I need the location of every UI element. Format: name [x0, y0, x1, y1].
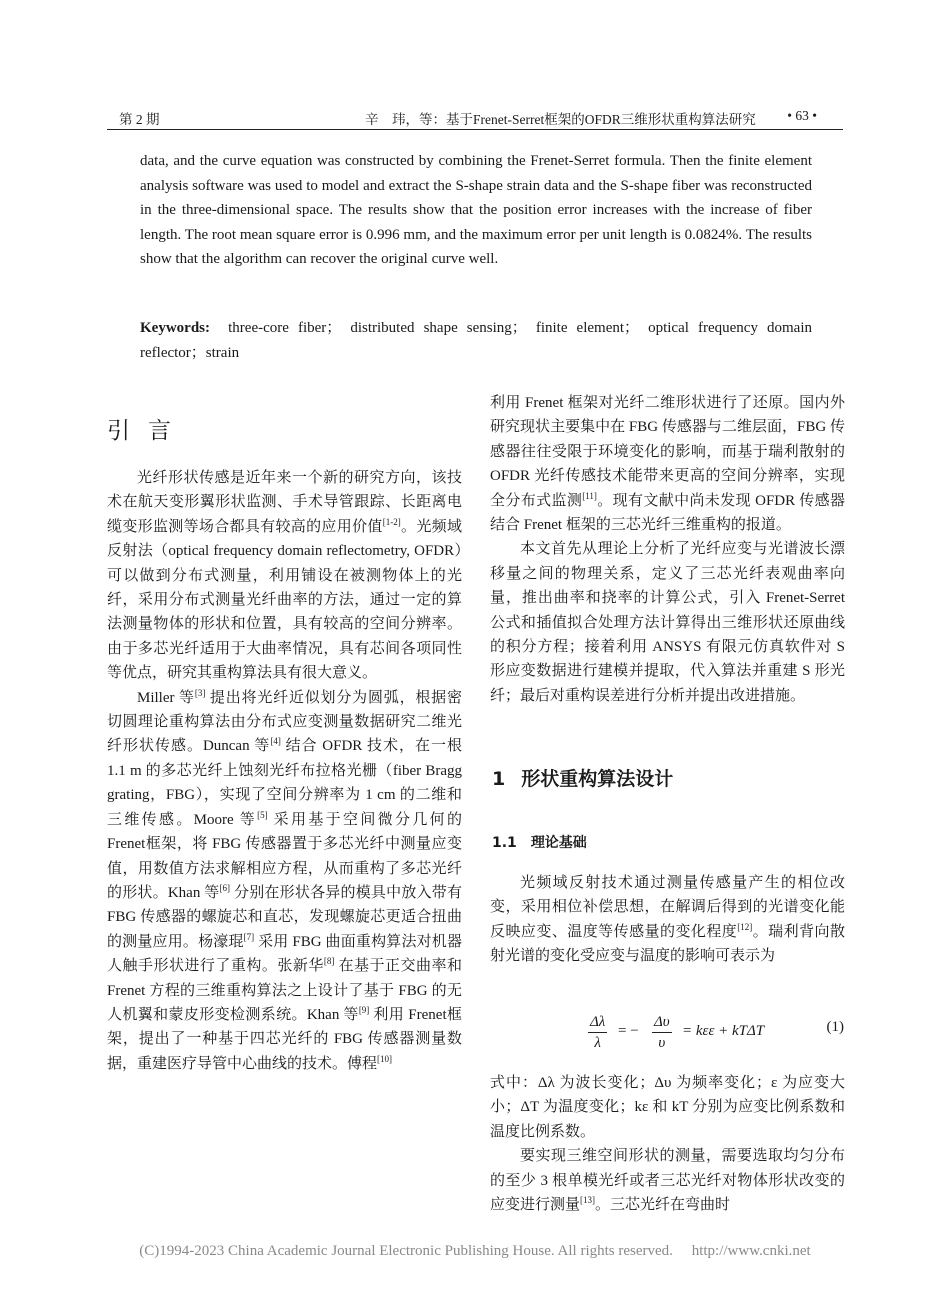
- intro-paragraph-2: Miller 等[3] 提出将光纤近似划分为圆弧，根据密切圆理论重构算法由分布式应变测量数据研究二维光纤形状传感。Duncan 等[4] 结合 OFDR 技术，在一根 1.1 m 的多芯光纤上蚀刻光纤布拉格光栅（fiber Bragg grating，FBG），实现了空间分辨率为 1 cm 的二维和三维传感。Moore 等[5] 采用基于空间微分几何的 Frenet框架，将 FBG 传感器置于多芯光纤中测量应变值，用数值方法求解相应方程，从而重构了多芯光纤的形状。Khan 等[6] 分别在形状各异的模具中放入带有 FBG 传感器的螺旋芯和直芯，发现螺旋芯更适合扭曲的测量应用。杨濠琨[7] 采用 FBG 曲面重构算法对机器人触手形状进行了重构。张新华[8] 在基于正交曲率和 Frenet 方程的三维重构算法之上设计了基于 FBG 的无人机翼和蒙皮形变检测系统。Khan 等[9] 利用 Frenet框架，提出了一种基于四芯光纤的 FBG 传感器测量数据，重建医疗导管中心曲线的技术。傅程[10]: [107, 687, 462, 1072]
- citation-12[interactable]: [12]: [737, 921, 753, 932]
- citation-3[interactable]: [3]: [194, 687, 206, 698]
- eq1-fraction-rhs: $\frac{\Delta\upsilon}{\upsilon}$: [654, 1014, 670, 1051]
- section-1-heading: 1 形状重构算法设计: [492, 768, 674, 790]
- keywords: [140, 316, 812, 366]
- citation-9[interactable]: [9]: [358, 1004, 370, 1015]
- equation-number: (1): [826, 1019, 844, 1035]
- intro-paragraph-3: 本文首先从理论上分析了光纤应变与光谱波长漂移量之间的物理关系，定义了三芯光纤表观曲率向量，推出曲率和挠率的计算公式，引入 Frenet-Serret 公式和插值拟合处理方法计算得出三维形状还原曲线的积分方程；接着利用 ANSYS 有限元仿真软件对 S 形应变数据进行建模并提取，代入算法并重建 S 形光纤；最后对重构误差进行分析并提出改进措施。: [490, 541, 845, 704]
- keywords-label: Keywords:: [140, 320, 210, 336]
- right-column-top: [490, 391, 845, 708]
- running-title: 辛 玮，等：基于Frenet-Serret框架的OFDR三维形状重构算法研究: [365, 112, 756, 127]
- issue-number: 第 2 期: [119, 112, 160, 127]
- subsection-1-1-heading: 1.1 理论基础: [492, 835, 587, 851]
- section-1-1-text-b: [490, 1071, 845, 1217]
- equation-1: $\frac{\Delta\lambda}{\lambda}$ = − $\frac{\Delta\upsilon}{\upsilon}$ = kεε + kTΔT (1): [590, 1014, 844, 1051]
- section-1-1-paragraph-2: 式中：Δλ 为波长变化；Δυ 为频率变化；ε 为应变大小；ΔT 为温度变化；kε 和 kT 分别为应变比例系数和温度比例系数。: [490, 1075, 845, 1140]
- abstract-text: data, and the curve equation was constructed by combining the Frenet-Serret formula. Then the finite element analysis software was used to model and extract the S-shape strain data and the S-shape fiber was reconstructed in the three-dimensional space. The results show that the position error increases with the increase of fiber length. The root mean square error is 0.996 mm, and the maximum error per unit length is 0.0824%. The results show that the algorithm can recover the original curve well.: [140, 153, 812, 267]
- keywords-list: three-core fiber； distributed shape sensing； finite element； optical frequency domain reflector；strain: [140, 320, 812, 361]
- section-1-1-text-a: [490, 871, 845, 969]
- citation-6[interactable]: [6]: [219, 882, 231, 893]
- citation-4[interactable]: [4]: [270, 736, 281, 747]
- intro-heading: 引言: [107, 418, 189, 444]
- copyright-footer: [0, 1243, 950, 1260]
- page-number: • 63 •: [787, 108, 817, 123]
- left-column: [107, 466, 462, 1076]
- cnki-link[interactable]: http://www.cnki.net: [691, 1243, 811, 1259]
- intro-paragraph-1: 光纤形状传感是近年来一个新的研究方向，该技术在航天变形翼形状监测、手术导管跟踪、长距离电缆变形监测等场合都具有较高的应用价值[1-2]。光频域反射法（optical frequency domain reflectometry, OFDR）可以做到分布式测量，利用铺设在被测物体上的光纤，采用分布式测量光纤曲率的方法，通过一定的算法测量物体的形状和位置，具有较高的空间分辨率。由于多芯光纤适用于大曲率情况，具有芯间各项同性等优点，研究其重构算法具有很大意义。: [107, 470, 462, 682]
- running-header: [107, 107, 843, 130]
- section-1-1-paragraph-3: 要实现三维空间形状的测量，需要选取均匀分布的至少 3 根单模光纤或者三芯光纤对物体形状改变的应变进行测量[13]。三芯光纤在弯曲时: [490, 1148, 845, 1214]
- citation-10[interactable]: [10]: [377, 1053, 393, 1064]
- copyright-text: (C)1994-2023 China Academic Journal Electronic Publishing House. All rights reserved.: [139, 1243, 673, 1259]
- intro-paragraph-2-continued: 利用 Frenet 框架对光纤二维形状进行了还原。国内外研究现状主要集中在 FBG 传感器与二维层面，FBG 传感器往往受限于环境变化的影响，而基于瑞利散射的 OFDR 光纤传感技术能带来更高的空间分辨率，实现全分布式监测[11]。现有文献中尚未发现 OFDR 传感器结合 Frenet 框架的三芯光纤三维重构的报道。: [490, 395, 845, 534]
- citation-13[interactable]: [13]: [580, 1195, 596, 1206]
- section-1-1-paragraph-1: 光频域反射技术通过测量传感量产生的相位改变，采用相位补偿思想，在解调后得到的光谱变化能反映应变、温度等传感量的变化程度[12]。瑞利背向散射光谱的变化受应变与温度的影响可表示为: [490, 875, 845, 965]
- eq1-fraction-lhs: $\frac{\Delta\lambda}{\lambda}$: [590, 1014, 606, 1051]
- citation-8[interactable]: [8]: [323, 956, 335, 967]
- citation-1-2[interactable]: [1-2]: [382, 516, 401, 527]
- citation-7[interactable]: [7]: [243, 931, 255, 942]
- citation-11[interactable]: [11]: [582, 490, 597, 501]
- citation-5[interactable]: [5]: [257, 809, 268, 820]
